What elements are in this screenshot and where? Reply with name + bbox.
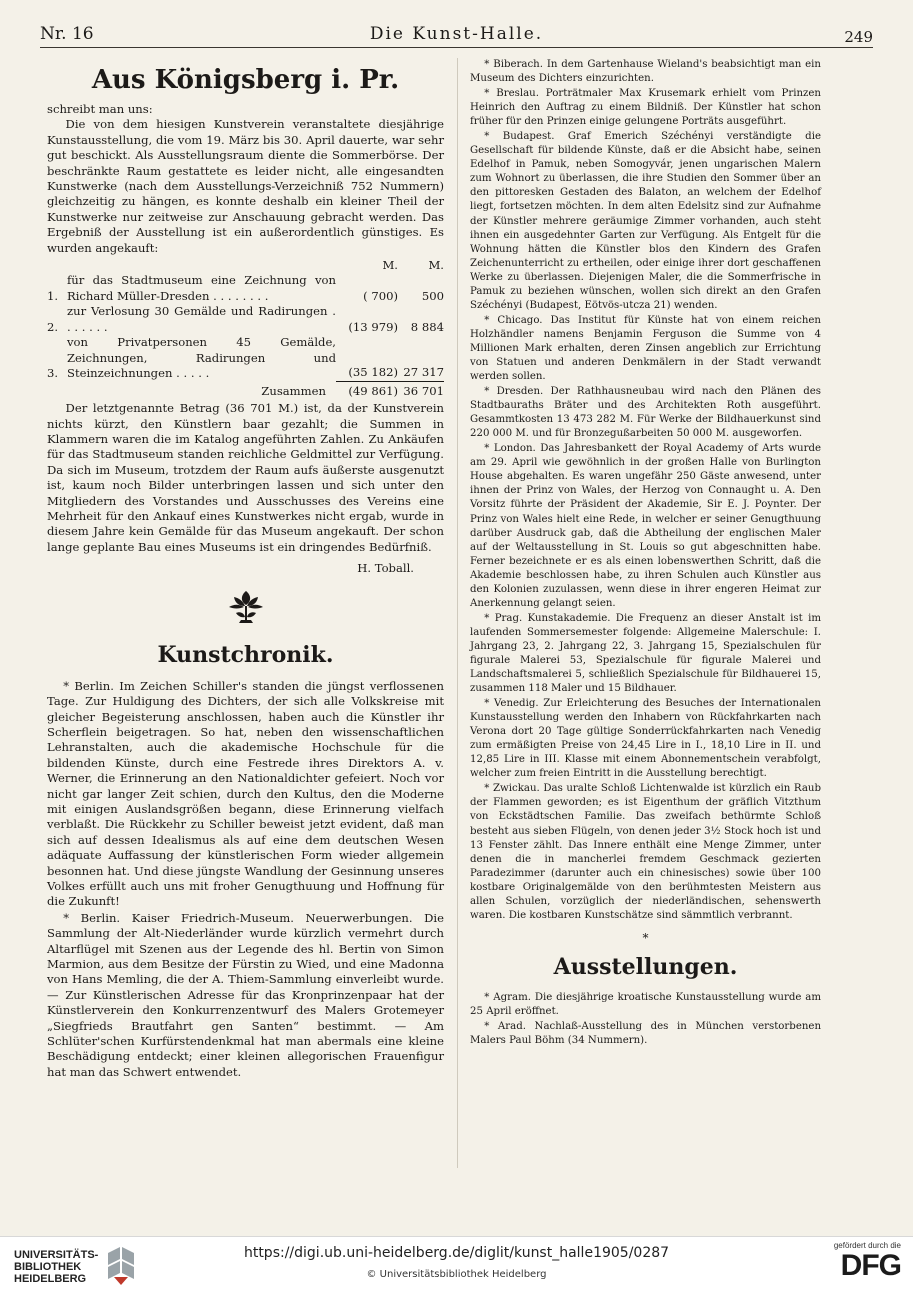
total-label: Zusammen	[261, 383, 326, 398]
column-divider	[457, 58, 458, 1168]
chronicle-entry: * Berlin. Kaiser Friedrich-Museum. Neuerwerbungen. Die Sammlung der Alt-Niederländer wurde kürzlich vermehrt durch Altarflügel mit Szenen aus der Legende des hl. Bertin von Simon Marmion, aus dem Besitze der Fürstin zu Wied, und eine Madonna von Hans Memling, die der A. Thiem-Sammlung einverleibt wurde. — Zur Künstlerischen Adresse für das Kronprinzenpaar hat der Künstlerverein den Konkurrenzentwurf des Malers Grotemeyer „Siegfrieds Brautfahrt gen Santen“ bestimmt. — Am Schlüter'schen Kurfürstendenkmal hat man abermals eine kleine Beschädigung entdeckt; einer kleinen allegorischen Frauenfigur hat man das Schwert entwendet.	[47, 910, 444, 1079]
purchase-catalog-price: ( 700)	[363, 288, 398, 303]
section-title-ausstellungen: Ausstellungen.	[553, 953, 738, 980]
purchase-header-row	[47, 258, 444, 273]
purchase-table	[47, 258, 444, 399]
purchase-total-row	[47, 381, 444, 399]
chronicle-entry: * Berlin. Im Zeichen Schiller's standen die jüngst verflossenen Tage. Zur Huldigung des Dichters, der sich alle Volkskreise mit gleicher Begeisterung anschlossen, haben auch die Künstler ihr Scherflein beigetragen. So hat, neben den wissenschaftlichen Lehranstalten, auch die akademische Hochschule für die bildenden Künste, durch eine Festrede ihres Direktors A. v. Werner, die Erinnerung an den Nationaldichter gefeiert. Noch vor nicht gar langer Zeit schien, durch den Kultus, den die Moderne mit einigen Auslandsgrößen begann, diese Erinnerung vielfach verblaßt. Die Rückkehr zu Schiller beweist jetzt evident, daß man sich auf dessen Idealismus als auf eine dem deutschen Wesen adäquate Auffassung der künstlerischen Form wieder allgemein besonnen hat. Und diese jüngste Wandlung der Gesinnung unseres Volkes erfüllt auch uns mit froher Genugthuung und Hoffnung für die Zukunft!	[47, 678, 444, 909]
left-column	[47, 58, 444, 1081]
purchase-description: für das Stadtmuseum eine Zeichnung von Richard Müller-Dresden . . . . . . . .	[67, 273, 336, 303]
chronicle-entry: * London. Das Jahresbankett der Royal Academy of Arts wurde am 29. April wie gewöhnlich in der großen Halle von Burlington House abgehalten. Es waren ungefähr 250 Gäste anwesend, unter ihnen der Prinz von Wales, der Herzog von Connaught u. A. Den Vorsitz führte der Präsident der Akademie, Sir E. J. Poynter. Der Prinz von Wales hielt eine Rede, in welcher er seiner Genugthuung darüber Ausdruck gab, daß die Abtheilung der englischen Maler auf der Weltausstellung in St. Louis so gut abgeschnitten habe. Ferner bezeichnete er es als einen lobenswerthen Schritt, daß die Akademie beschlossen habe, zu ihren Schulen auch Künstler aus den Kolonien zuzulassen, wenn diese in ihrer engeren Heimat zur Anerkennung gelangt seien.	[470, 443, 821, 609]
right-column	[470, 58, 821, 1049]
viewer-footer	[0, 1236, 913, 1293]
purchase-catalog-price: (13 979)	[348, 319, 398, 334]
page-header	[40, 20, 873, 48]
chronicle-entry: * Venedig. Zur Erleichterung des Besuches der Internationalen Kunstausstellung werden den Inhabern von Rückfahrkarten nach Verona dort 20 Tage gültige Sonderrückfahrkarten nach Venedig zum ermäßigten Preise von 24,45 Lire in I., 18,10 Lire in II. und 12,85 Lire in III. Klasse mit einem Abonnementschein verabfolgt, welcher zum freien Eintritt in die Ausstellung berechtigt.	[470, 698, 821, 780]
funded-by-label: gefördert durch die	[833, 1241, 901, 1250]
issue-number: Nr. 16	[40, 24, 94, 44]
purchase-number: 2.	[47, 319, 59, 334]
purchase-description: zur Verlosung 30 Gemälde und Radirungen . . . . . . .	[67, 304, 336, 334]
purchase-row	[47, 273, 444, 304]
page-number: 249	[844, 28, 873, 46]
source-url-link[interactable]: https://digi.ub.uni-heidelberg.de/diglit/kunst_halle1905/0287	[243, 1245, 670, 1261]
library-name: UNIVERSITÄTS- BIBLIOTHEK HEIDELBERG	[14, 1249, 99, 1285]
exhibition-entry: * Arad. Nachlaß-Ausstellung des in München verstorbenen Malers Paul Böhm (34 Nummern).	[470, 1021, 821, 1047]
chronicle-entry: * Chicago. Das Institut für Künste hat von einem reichen Holzhändler namens Benjamin Ferguson die Summe von 4 Millionen Mark erhalten, deren Zinsen angeblich zur Errichtung von Statuen und anderen Denkmälern in der Stadt verwandt werden sollen.	[470, 314, 821, 383]
currency-label: M.	[428, 258, 444, 273]
copyright-notice: © Universitätsbibliothek Heidelberg	[366, 1269, 547, 1280]
purchase-amount: 500	[421, 288, 444, 303]
purchase-amount: 27 317	[403, 365, 444, 380]
dfg-wordmark: DFG	[840, 1249, 901, 1282]
exhibition-entry: * Agram. Die diesjährige kroatische Kunstausstellung wurde am 25 April eröffnet.	[470, 991, 821, 1017]
purchase-number: 3.	[47, 365, 59, 380]
chronicle-entry: * Dresden. Der Rathhausneubau wird nach den Plänen des Stadtbauraths Bräter und des Architekten Roth ausgeführt. Gesammtkosten 13 473 282 M. Für Werke der Bildhauerkunst sind 220 000 M. und für Bronzegußarbeiten 50 000 M. ausgeworfen.	[470, 386, 821, 440]
journal-title: Die Kunst-Halle.	[369, 24, 544, 44]
chronicle-entry: * Breslau. Porträtmaler Max Krusemark erhielt vom Prinzen Heinrich den Auftrag zu einem Bildniß. Der Künstler hat schon früher für den Prinzen einige gelungene Porträts ausgeführt.	[470, 88, 821, 128]
chronicle-entry: * Budapest. Graf Emerich Széchényi verständigte die Gesellschaft für bildende Künste, daß er die Absicht habe, seinen Edelhof in Pamuk, neben Somogyvár, jenen ungarischen Malern zum Wohnort zu überlassen, die ihre Studien den Sommer über an den pittoresken Gestaden des Balaton, an welchem der Edelhof liegt, fortsetzen möchten. In dem alten Edelsitz sind zur Aufnahme der Künstler mehrere geräumige Zimmer vorhanden, auch steht ihnen ein ausgedehnter Garten zur Verfügung. Als Entgelt für die Wohnung hätten die Künstler blos den Kindern des Grafen Zeichenunterricht zu ertheilen, oder einige ihrer dort geschaffenen Werke zu überlassen. Diejenigen Maler, die die Sommerfrische in Pamuk zu beziehen wünschen, wollen sich direkt an den Grafen Széchényi (Budapest, Eötvös-utcza 21) wenden.	[470, 131, 821, 311]
article-signature: H. Toball.	[357, 561, 414, 576]
chronicle-entry: * Prag. Kunstakademie. Die Frequenz an dieser Anstalt ist im laufenden Sommersemester folgende: Allgemeine Malerschule: I. Jahrgang 23, 2. Jahrgang 22, 3. Jahrgang 15, Spezialschulen für figurale Malerei 53, Spezialschule für figurale Malerei und Landschaftsmalerei 5, schließlich Spezialschule für Bildhauerei 15, zusammen 118 Maler und 15 Bildhauer.	[470, 612, 821, 695]
purchase-amount: 8 884	[410, 319, 444, 334]
total-catalog-price: (49 861)	[336, 381, 398, 399]
purchase-catalog-price: (35 182)	[348, 365, 398, 380]
article-lead: schreibt man uns:	[47, 102, 153, 116]
thistle-ornament-icon	[47, 587, 444, 627]
chronicle-entry: * Biberach. In dem Gartenhause Wieland's beabsichtigt man ein Museum des Dichters einzurichten.	[470, 59, 821, 85]
article-paragraph: Der letztgenannte Betrag (36 701 M.) ist, da der Kunstverein nichts kürzt, den Künstlern baar gezahlt; die Summen in Klammern waren die im Katalog angeführten Zahlen. Zu Ankäufen für das Stadtmuseum standen reichliche Geldmittel zur Verfügung. Da sich im Museum, trotzdem der Raum aufs äußerste ausgenutzt ist, kaum noch Bilder unterbringen lassen und sich unter den Mitgliedern des Vorstandes und Ausschusses des Vereins eine Mehrheit für den Ankauf eines Kunstwerkes nicht ergab, wurde in diesem Jahre kein Gemälde für das Museum angekauft. Der schon lange geplante Bau eines Museums ist ein dringendes Bedürfniß.	[47, 401, 444, 554]
dfg-logo[interactable]	[801, 1241, 901, 1289]
section-separator-star: *	[642, 930, 649, 945]
purchase-row	[47, 304, 444, 335]
purchase-row	[47, 335, 444, 381]
purchase-number: 1.	[47, 288, 59, 303]
section-title-kunstchronik: Kunstchronik.	[157, 641, 334, 668]
article-title-koenigsberg: Aus Königsberg i. Pr.	[91, 65, 400, 95]
purchase-description: von Privatpersonen 45 Gemälde, Zeichnungen, Radirungen und Steinzeichnungen . . . . .	[67, 335, 336, 380]
total-amount: 36 701	[398, 381, 444, 399]
chronicle-entry: * Zwickau. Das uralte Schloß Lichtenwalde ist kürzlich ein Raub der Flammen geworden; es ist Eigenthum der gräflich Vitzthum von Eckstädtschen Familie. Das zweifach bethürmte Schloß besteht aus sieben Flügeln, von denen jeder 3½ Stock hoch ist und 13 Fenster zählt. Das Innere enthält eine Menge Zimmer, unter denen die in mancherlei fremdem Geschmack gezierten Paradezimmer (darunter auch ein chinesisches) sowie über 100 kostbare Originalgemälde von den berühmtesten Meistern aus allen Schulen, vorzüglich der niederländischen, sehenswerth waren. Die kostbaren Kunstschätze sind sämmtlich verbrannt.	[470, 783, 821, 921]
currency-label: M.	[382, 258, 398, 273]
article-paragraph: Die von dem hiesigen Kunstverein veranstaltete diesjährige Kunstausstellung, die vom 19. März bis 30. April dauerte, war sehr gut beschickt. Als Ausstellungsraum diente die Sommerbörse. Der beschränkte Raum gestattete es leider nicht, alle eingesandten Kunstwerke (nach dem Ausstellungs-Verzeichniß 752 Nummern) gleichzeitig zu hängen, es konnte deshalb ein kleiner Theil der Kunstwerke nur zeitweise zur Anschauung gebracht werden. Das Ergebniß der Ausstellung ist ein außerordentlich günstiges. Es wurden angekauft:	[47, 117, 444, 255]
